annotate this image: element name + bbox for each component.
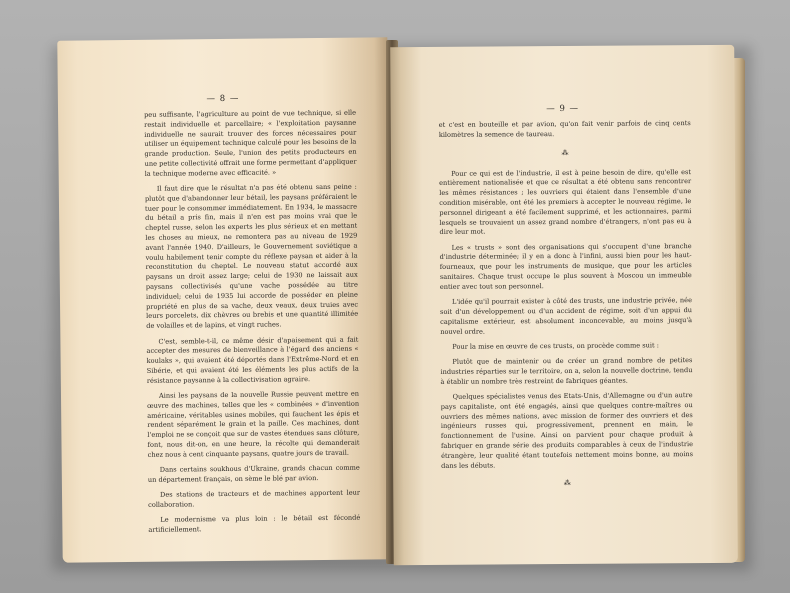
right-page-text [391,119,738,489]
paragraph: Pour ce qui est de l'industrie, il est à peine besoin de dire, qu'elle est entièrement nationalisée et que ce résultat a été obtenu sans rencontrer les mêmes résistances ; les ouvriers qui étaient dans l'ensemble d'une condition misérable, ont été les premiers à accepter le nouveau régime, le personnel dirigeant a été facilement supprimé, et les actionnaires, parmi lesquels se trouvaient un assez grand nombre d'étrangers, n'ont pas eu à dire leur mot. [439,167,692,237]
paragraph: L'idée qu'il pourrait exister à côté des trusts, une industrie privée, née soit d'un développement ou d'un accident de régime, soit d'un appui du capitalisme extérieur, est absolument inconcevable, au moins jusqu'à nouvel ordre. [440,296,693,336]
left-page [57,37,392,562]
paragraph: Des stations de tracteurs et de machines apportent leur collaboration. [148,488,361,509]
asterism-ornament: ⁂ [561,148,569,157]
paragraph: Il faut dire que le résultat n'a pas été obtenu sans peine : plutôt que d'abandonner leur bétail, les paysans préféraient le tuer pour le consommer immédiatement. En 1934, le massacre du bétail a pris fin, mais il n'en est pas moins vrai que le cheptel russe, selon les experts les plus sérieux et en mettant les choses au mieux, ne remontera pas au niveau de 1929 avant l'année 1940. D'ailleurs, le Gouvernement soviétique a voulu habilement tenir compte du réflexe paysan et aider à la reconstitution du cheptel. Le nouveau statut accordé aux paysans un droit assez large; celui de 1930 ne laissait aux paysans collectivisés qu'une vache possédée au titre individuel; celui de 1935 lui accorde de posséder en pleine propriété en plus de sa vache, deux veaux, deux truies avec leurs porcelets, dix chèvres ou brebis et une quantité illimitée de volailles et de lapins, et vingt ruches. [144,182,359,331]
paragraph: Quelques spécialistes venus des Etats-Unis, d'Allemagne ou d'un autre pays capitaliste, ont été engagés, ainsi que quelques contre-maîtres ou ouvriers des mêmes nations, avec mission de former des ouvriers et des ingénieurs russes qui, progressivement, prennent en main, le fonctionnement de l'usine. Ainsi on parvient pour chaque produit à fabriquer en grande série des produits comparables à ceux de l'industrie étrangère, leur qualité étant toutefois nettement moins bonne, au moins dans les débuts. [440,391,694,470]
left-page-text [58,108,392,536]
paragraph: Dans certains soukhous d'Ukraine, grands chacun comme un département français, on sème le blé par avion. [147,463,360,484]
paragraph: peu suffisante, l'agriculture au point de vue technique, si elle restait individuelle et parcellaire; « l'exploitation paysanne individuelle ne saurait trouver des forces nécessaires pour utiliser un équipement technique calculé pour les besoins de la grande production. Seule, l'union des petits producteurs en une petite collectivité offrait une forme permettant d'appliquer la technique moderne avec efficacité. » [144,108,357,178]
paragraph: Plutôt que de maintenir ou de créer un grand nombre de petites industries réparties sur le territoire, on a, selon la nouvelle doctrine, tendu à établir un nombre très restreint de fabriques géantes. [440,356,693,386]
page-number-left: — 8 — [206,93,240,105]
paragraph: et c'est en bouteille et par avion, qu'on fait venir parfois de cinq cents kilomètres la semence de taureau. [438,119,691,139]
paragraph: C'est, semble-t-il, ce même désir d'apaisement qui a fait accepter des mesures de bienveillance à l'égard des anciens « koulaks », qui avaient été déportés dans l'Extrême-Nord et en Sibérie, et qui avaient été les éléments les plus actifs de la résistance paysanne à la collectivisation agraire. [146,335,359,385]
page-number-right: — 9 — [546,103,580,115]
paragraph: Ainsi les paysans de la nouvelle Russie peuvent mettre en œuvre des machines, telles que les « combinées » d'invention américaine, véritables usines mobiles, qui fauchent les épis et rendent séparément le grain et la paille. Ces machines, dont l'emploi ne se conçoit que sur de vastes étendues sans clôture, font, nous dit-on, en une heure, la récolte qui demanderait chez nous à cent cinquante paysans, quatre jours de travail. [147,389,360,459]
paragraph: Pour la mise en œuvre de ces trusts, on procède comme suit : [452,341,660,351]
paragraph: Le modernisme va plus loin : le bétail est fécondé artificiellement. [148,513,361,534]
end-ornament: ⁂ [563,479,571,488]
right-page [390,45,738,565]
paragraph: Les « trusts » sont des organisations qui s'occupent d'une branche d'industrie déterminée; il y en a donc à l'infini, aussi bien pour les haut-fourneaux, que pour les instruments de musique, que pour les articles sanitaires. Chaque trust occupe le plus souvent à Moscou un immeuble entier avec tout son personnel. [439,241,692,291]
